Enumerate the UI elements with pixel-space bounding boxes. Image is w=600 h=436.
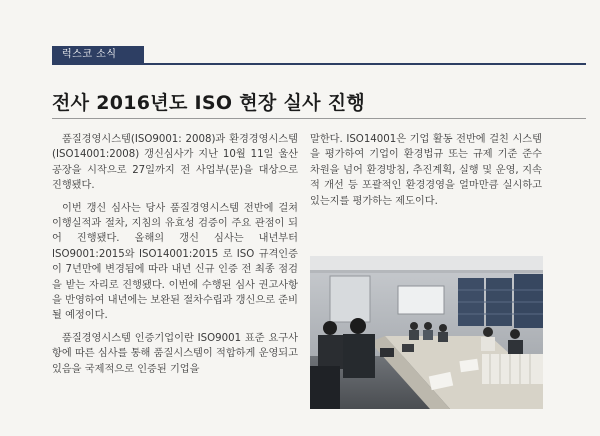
article-paragraph: 이번 갱신 심사는 당사 품질경영시스템 전반에 걸쳐 이행실적과 절차, 지침의 유효성 검증이 주요 관점이 되어 진행됐다. 올해의 갱신 심사는 내년부터 ISO9001:2015와 ISO14001:2015 로 ISO 규격인증이 7년만에 변경됨에 따라 내년 신규 인증 전 최종 점검을 받는 자리로 진행됐다. 이번에 수행된 심사 권고사항을 반영하여 내년에는 보완된 절차수립과 갱신으로 준비될 예정이다. [52,202,298,322]
section-label: 럭스코 소식 [62,49,117,60]
article-paragraph: 품질경영시스템(ISO9001: 2008)과 환경경영시스템(ISO14001:2008) 갱신심사가 지난 10월 11일 울산공장을 시작으로 27일까지 전 사업부(문)을 대상으로 진행됐다. [52,134,298,192]
article-paragraph: 품질경영시스템 인증기업이란 ISO9001 표준 요구사항에 따른 심사를 통해 품질시스템이 적합하게 운영되고 있음을 국제적으로 인증된 기업을 [52,332,298,375]
article-title: 전사 2016년도 ISO 현장 실사 진행 [52,92,366,114]
header-rule [52,63,586,65]
article-paragraph: 말한다. ISO14001은 기업 활동 전반에 걸친 시스템을 평가하여 기업이 환경법규 또는 규제 기준 준수 차원을 넘어 환경방침, 추진계획, 실행 및 운영, 지속적 개선 등 포괄적인 환경경영을 얼마만큼 실시하고 있는지를 평가하는 제도이다. [310,134,542,207]
article-column-left [52,132,298,384]
article-column-right [310,132,542,216]
title-divider [52,118,586,119]
meeting-photo [310,256,543,409]
meeting-photo-illustration [310,256,543,409]
